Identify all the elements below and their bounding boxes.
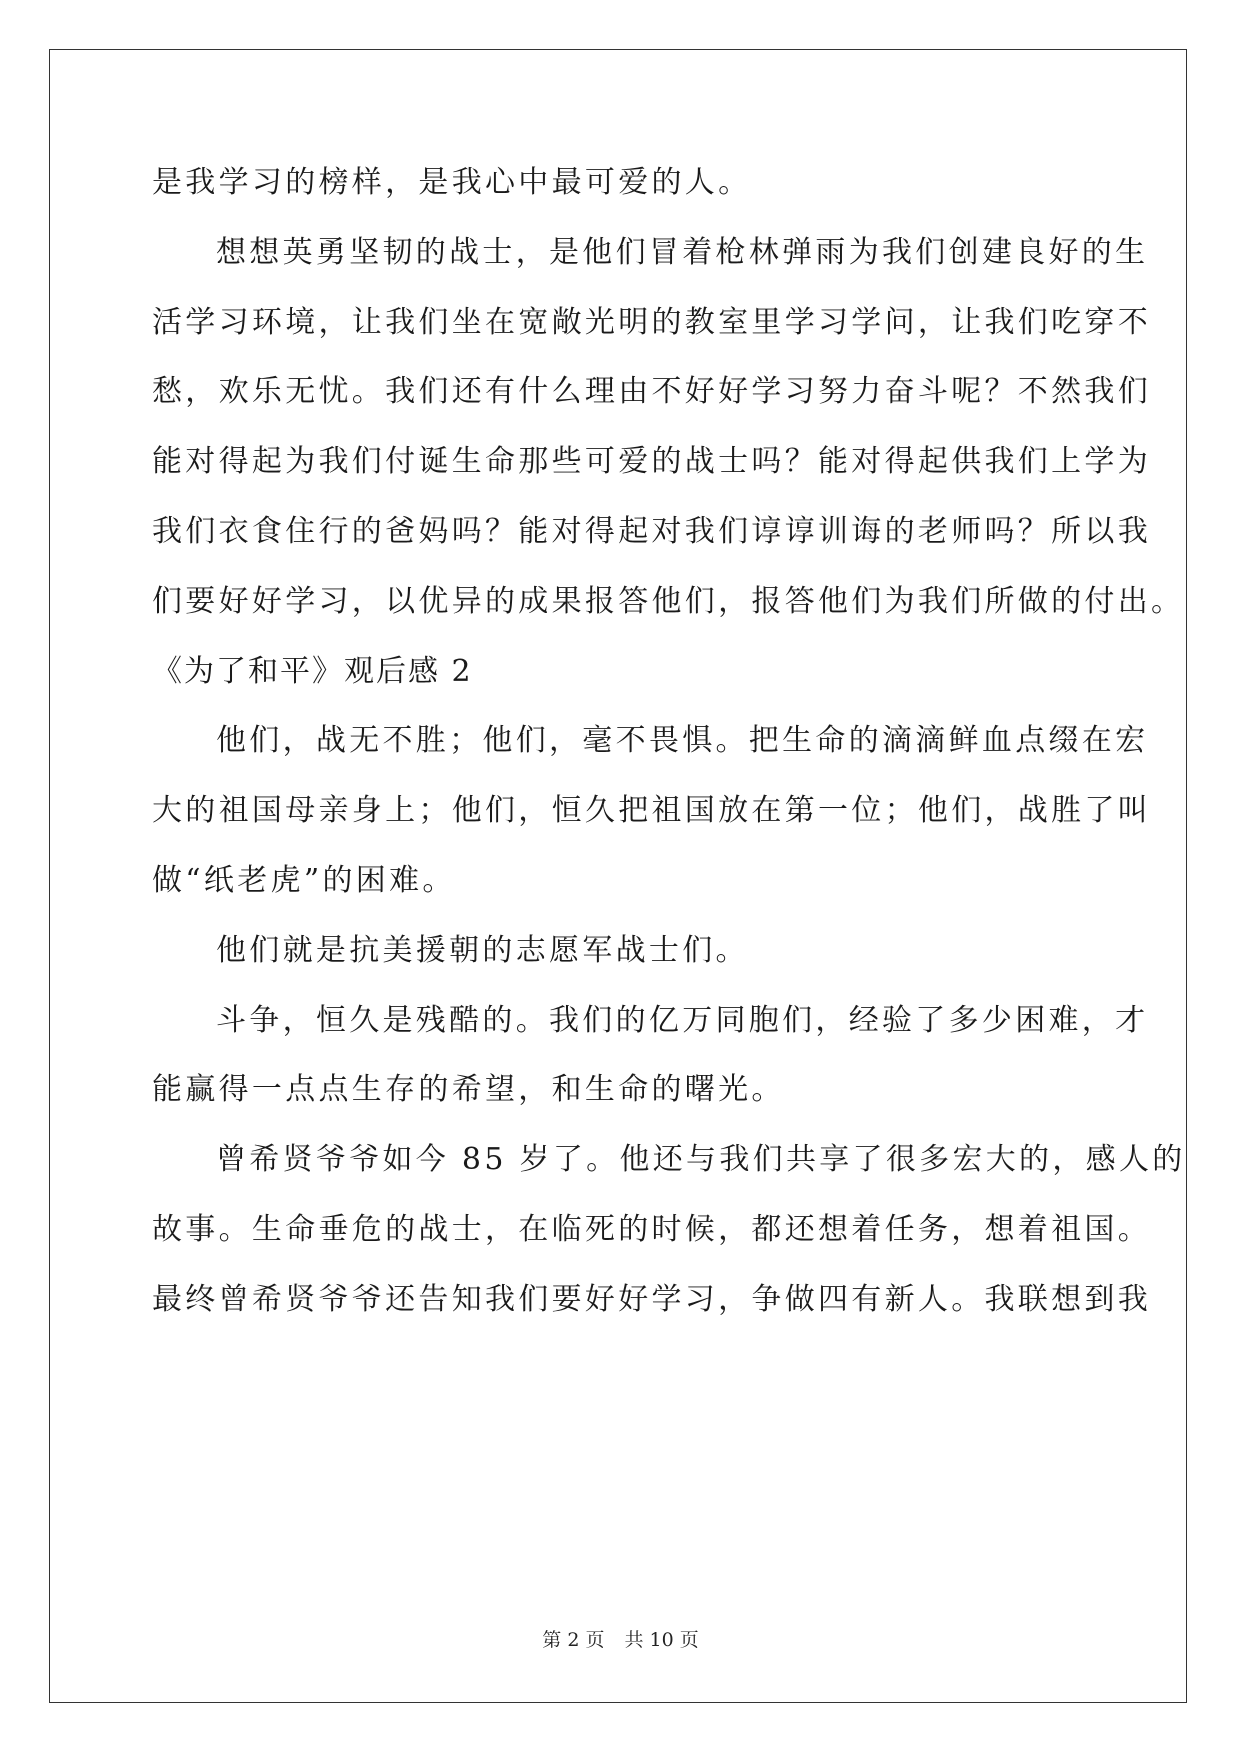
page-footer (0, 1625, 1241, 1652)
page-number-current: 第 2 页 (542, 1629, 605, 1651)
text-line: 活学习环境，让我们坐在宽敞光明的教室里学习学问，让我们吃穿不 (152, 304, 1151, 340)
page-number-total: 共 10 页 (624, 1629, 699, 1651)
text-line: 能赢得一点点生存的希望，和生命的曙光。 (152, 1072, 785, 1108)
text-line: 想想英勇坚韧的战士，是他们冒着枪林弹雨为我们创建良好的生 (216, 234, 1149, 270)
text-line: 我们衣食住行的爸妈吗？能对得起对我们谆谆训诲的老师吗？所以我 (152, 513, 1151, 549)
text-line: 是我学习的榜样，是我心中最可爱的人。 (152, 165, 752, 200)
text-line: 故事。生命垂危的战士，在临死的时候，都还想着任务，想着祖国。 (152, 1211, 1151, 1247)
text-line: 最终曾希贤爷爷还告知我们要好好学习，争做四有新人。我联想到我 (152, 1281, 1151, 1317)
text-line: 能对得起为我们付诞生命那些可爱的战士吗？能对得起供我们上学为 (152, 444, 1151, 480)
section-heading: 《为了和平》观后感 2 (152, 653, 473, 689)
text-line: 他们就是抗美援朝的志愿军战士们。 (216, 932, 749, 968)
text-line: 他们，战无不胜；他们，毫不畏惧。把生命的滴滴鲜血点缀在宏 (216, 723, 1149, 759)
text-line: 大的祖国母亲身上；他们，恒久把祖国放在第一位；他们，战胜了叫 (152, 793, 1151, 829)
document-body (152, 154, 1186, 1341)
text-line: 们要好好学习，以优异的成果报答他们，报答他们为我们所做的付出。 (152, 583, 1185, 619)
text-line: 愁，欢乐无忧。我们还有什么理由不好好学习努力奋斗呢？不然我们 (152, 374, 1151, 410)
text-line: 做“纸老虎”的困难。 (152, 862, 456, 898)
text-line: 斗争，恒久是残酷的。我们的亿万同胞们，经验了多少困难，才 (216, 1002, 1149, 1038)
text-line: 曾希贤爷爷如今 85 岁了。他还与我们共享了很多宏大的，感人的 (216, 1142, 1186, 1178)
